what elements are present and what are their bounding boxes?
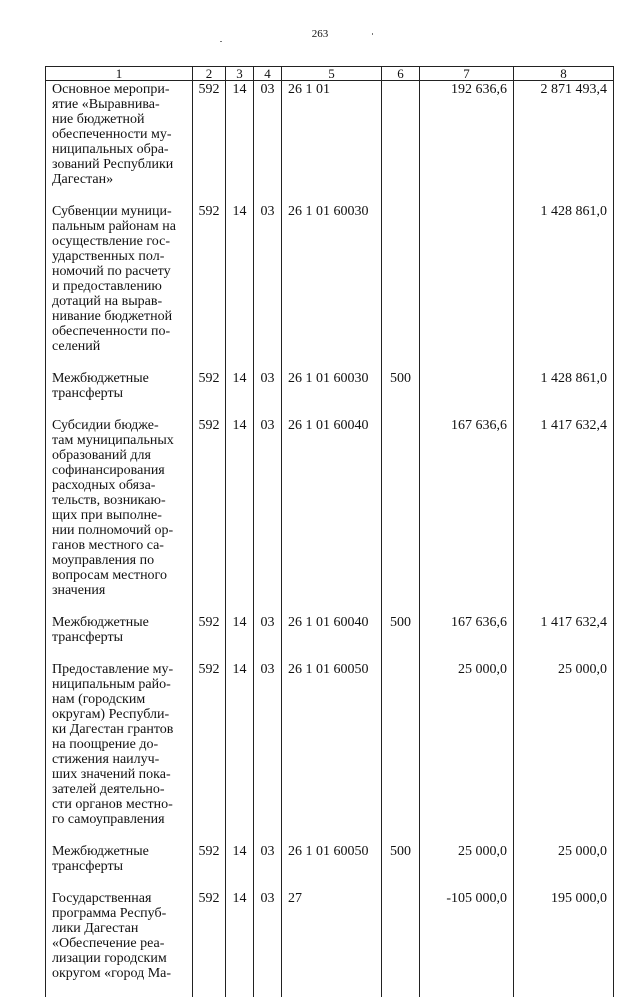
cell-amount1 (420, 370, 514, 417)
page-number: 263 (0, 28, 640, 40)
cell-name-line: ших значений пока- (52, 767, 192, 782)
cell-rz: 14 (226, 661, 254, 843)
cell-name-line: моуправления по (52, 553, 192, 568)
cell-name (46, 843, 193, 890)
cell-amount2: 2 871 493,4 (514, 81, 614, 204)
cell-pr: 03 (254, 890, 282, 997)
cell-pr: 03 (254, 370, 282, 417)
cell-name-line: ниципальным райо- (52, 677, 192, 692)
cell-name-line: «Обеспечение реа- (52, 936, 192, 951)
cell-name-line: программа Респуб- (52, 906, 192, 921)
cell-type (382, 203, 420, 370)
cell-type: 500 (382, 370, 420, 417)
cell-name-line: ударственных пол- (52, 249, 192, 264)
cell-name-line: дотаций на вырав- (52, 294, 192, 309)
cell-amount1: 192 636,6 (420, 81, 514, 204)
table-row (46, 417, 614, 614)
column-header-amount1: 7 (420, 67, 514, 81)
cell-amount1: 167 636,6 (420, 614, 514, 661)
cell-type (382, 417, 420, 614)
cell-name (46, 614, 193, 661)
cell-pr: 03 (254, 843, 282, 890)
cell-amount2: 25 000,0 (514, 843, 614, 890)
cell-target: 26 1 01 60040 (282, 614, 382, 661)
cell-name-line: стижения наилуч- (52, 752, 192, 767)
table-row (46, 890, 614, 997)
cell-target: 26 1 01 (282, 81, 382, 204)
cell-name-line: на поощрение до- (52, 737, 192, 752)
cell-name-line: софинансирования (52, 463, 192, 478)
table-row (46, 843, 614, 890)
cell-rz: 14 (226, 370, 254, 417)
cell-name-line: нивание бюджетной (52, 309, 192, 324)
table-row (46, 661, 614, 843)
cell-rz: 14 (226, 614, 254, 661)
cell-name-line: нам (городским (52, 692, 192, 707)
cell-rz: 14 (226, 843, 254, 890)
cell-name-line: Межбюджетные (52, 371, 192, 386)
cell-name (46, 661, 193, 843)
table-body (46, 81, 614, 997)
cell-name-line: ятие «Выравнива- (52, 97, 192, 112)
cell-pr: 03 (254, 661, 282, 843)
cell-type (382, 890, 420, 997)
cell-amount2: 195 000,0 (514, 890, 614, 997)
cell-amount1: 25 000,0 (420, 661, 514, 843)
cell-ved: 592 (193, 370, 226, 417)
cell-target: 26 1 01 60050 (282, 843, 382, 890)
cell-name-line: Государственная (52, 891, 192, 906)
cell-name-line: вопросам местного (52, 568, 192, 583)
cell-name-line: номочий по расчету (52, 264, 192, 279)
scan-speck (372, 33, 373, 35)
cell-name-line: селений (52, 339, 192, 354)
cell-name (46, 890, 193, 997)
scan-speck (220, 41, 222, 42)
column-header-amount2: 8 (514, 67, 614, 81)
cell-amount2: 1 417 632,4 (514, 417, 614, 614)
cell-pr: 03 (254, 614, 282, 661)
cell-type (382, 661, 420, 843)
cell-name-line: расходных обяза- (52, 478, 192, 493)
cell-name-line: щих при выполне- (52, 508, 192, 523)
budget-table (45, 66, 614, 997)
table-row (46, 370, 614, 417)
cell-name-line: трансферты (52, 859, 192, 874)
cell-name-line: Межбюджетные (52, 844, 192, 859)
cell-ved: 592 (193, 890, 226, 997)
cell-name-line: и предоставлению (52, 279, 192, 294)
column-header-ved: 2 (193, 67, 226, 81)
cell-type: 500 (382, 614, 420, 661)
cell-name (46, 81, 193, 204)
cell-target: 26 1 01 60030 (282, 203, 382, 370)
cell-name-line: тельств, возникаю- (52, 493, 192, 508)
cell-name-line: Дагестан» (52, 172, 192, 187)
cell-rz: 14 (226, 81, 254, 204)
cell-name-line: зателей деятельно- (52, 782, 192, 797)
cell-type: 500 (382, 843, 420, 890)
column-header-pr: 4 (254, 67, 282, 81)
cell-name-line: осуществление гос- (52, 234, 192, 249)
cell-name-line: ки Дагестан грантов (52, 722, 192, 737)
cell-amount1: 25 000,0 (420, 843, 514, 890)
cell-amount1: -105 000,0 (420, 890, 514, 997)
cell-name-line: зований Республики (52, 157, 192, 172)
cell-pr: 03 (254, 203, 282, 370)
cell-name-line: го самоуправления (52, 812, 192, 827)
cell-name-line: значения (52, 583, 192, 598)
cell-name-line: нии полномочий ор- (52, 523, 192, 538)
cell-name-line: Основное меропри- (52, 82, 192, 97)
cell-amount1: 167 636,6 (420, 417, 514, 614)
cell-target: 27 (282, 890, 382, 997)
cell-ved: 592 (193, 661, 226, 843)
table-header-row (46, 67, 614, 81)
cell-name-line: Межбюджетные (52, 615, 192, 630)
cell-name-line: обеспеченности по- (52, 324, 192, 339)
cell-amount1 (420, 203, 514, 370)
cell-name-line: ганов местного са- (52, 538, 192, 553)
cell-name-line: ние бюджетной (52, 112, 192, 127)
cell-amount2: 1 428 861,0 (514, 370, 614, 417)
cell-amount2: 25 000,0 (514, 661, 614, 843)
table-row (46, 614, 614, 661)
cell-rz: 14 (226, 890, 254, 997)
cell-amount2: 1 417 632,4 (514, 614, 614, 661)
cell-name-line: пальным районам на (52, 219, 192, 234)
cell-ved: 592 (193, 614, 226, 661)
cell-name-line: округам) Республи- (52, 707, 192, 722)
cell-type (382, 81, 420, 204)
column-header-rz: 3 (226, 67, 254, 81)
cell-name-line: трансферты (52, 386, 192, 401)
cell-name-line: обеспеченности му- (52, 127, 192, 142)
cell-name (46, 203, 193, 370)
cell-ved: 592 (193, 81, 226, 204)
cell-ved: 592 (193, 203, 226, 370)
cell-name-line: там муниципальных (52, 433, 192, 448)
cell-ved: 592 (193, 843, 226, 890)
table-row (46, 203, 614, 370)
cell-target: 26 1 01 60040 (282, 417, 382, 614)
column-header-name: 1 (46, 67, 193, 81)
table-row (46, 81, 614, 204)
cell-target: 26 1 01 60030 (282, 370, 382, 417)
cell-name-line: ниципальных обра- (52, 142, 192, 157)
cell-pr: 03 (254, 417, 282, 614)
cell-name-line: лизации городским (52, 951, 192, 966)
cell-pr: 03 (254, 81, 282, 204)
cell-ved: 592 (193, 417, 226, 614)
cell-name-line: лики Дагестан (52, 921, 192, 936)
cell-name-line: округом «город Ма- (52, 966, 192, 981)
cell-name (46, 370, 193, 417)
cell-name-line: сти органов местно- (52, 797, 192, 812)
cell-rz: 14 (226, 203, 254, 370)
cell-name-line: трансферты (52, 630, 192, 645)
cell-name-line: Субсидии бюдже- (52, 418, 192, 433)
cell-name (46, 417, 193, 614)
column-header-target: 5 (282, 67, 382, 81)
cell-name-line: образований для (52, 448, 192, 463)
cell-rz: 14 (226, 417, 254, 614)
column-header-type: 6 (382, 67, 420, 81)
cell-target: 26 1 01 60050 (282, 661, 382, 843)
cell-name-line: Предоставление му- (52, 662, 192, 677)
cell-name-line: Субвенции муници- (52, 204, 192, 219)
cell-amount2: 1 428 861,0 (514, 203, 614, 370)
